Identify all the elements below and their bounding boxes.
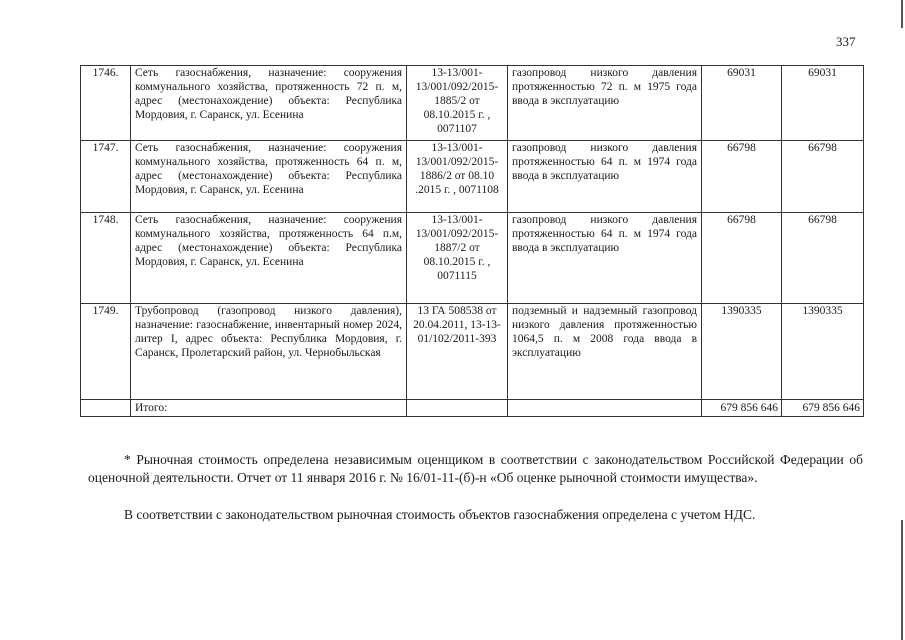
- page-number: 337: [836, 34, 856, 49]
- scan-edge-mark: [901, 0, 903, 28]
- book-value: 66798: [702, 213, 782, 304]
- total-book-value: 679 856 646: [702, 400, 782, 417]
- registration-doc: 13 ГА 508538 от 20.04.2011, 13-13-01/102/2011-393: [407, 304, 508, 400]
- table-row: [81, 141, 864, 213]
- row-number: 1749.: [81, 304, 131, 400]
- table-row: [81, 213, 864, 304]
- row-number: 1747.: [81, 141, 131, 213]
- row-number: 1748.: [81, 213, 131, 304]
- object-description: подземный и надземный газопровод низкого давления протяженностью 1064,5 п. м 2008 года ввода в эксплуатацию: [508, 304, 702, 400]
- registration-doc: 13-13/001-13/001/092/2015-1885/2 от 08.10.2015 г. , 0071107: [407, 66, 508, 141]
- market-value: 66798: [782, 141, 864, 213]
- property-table: [80, 65, 864, 417]
- market-value: 1390335: [782, 304, 864, 400]
- total-row: [81, 400, 864, 417]
- object-description: газопровод низкого давления протяженностью 64 п. м 1974 года ввода в эксплуатацию: [508, 141, 702, 213]
- object-name: Сеть газоснабжения, назначение: сооружения коммунального хозяйства, протяженность 64 п. м, адрес (местонахождение) объекта: Республика Мордовия, г. Саранск, ул. Есенина: [131, 141, 407, 213]
- object-name: Сеть газоснабжения, назначение: сооружения коммунального хозяйства, протяженность 64 п.м, адрес (местонахождение) объекта: Республика Мордовия, г. Саранск, ул. Есенина: [131, 213, 407, 304]
- row-number: 1746.: [81, 66, 131, 141]
- scan-edge-mark: [901, 520, 903, 640]
- object-description: газопровод низкого давления протяженностью 64 п. м 1974 года ввода в эксплуатацию: [508, 213, 702, 304]
- book-value: 66798: [702, 141, 782, 213]
- object-name: Сеть газоснабжения, назначение: сооружения коммунального хозяйства, протяженность 72 п. м, адрес (местонахождение) объекта: Республика Мордовия, г. Саранск, ул. Есенина: [131, 66, 407, 141]
- table-row: [81, 66, 864, 141]
- total-row-number: [81, 400, 131, 417]
- market-value: 66798: [782, 213, 864, 304]
- total-market-value: 679 856 646: [782, 400, 864, 417]
- book-value: 1390335: [702, 304, 782, 400]
- object-description: газопровод низкого давления протяженностью 72 п. м 1975 года ввода в эксплуатацию: [508, 66, 702, 141]
- registration-doc: 13-13/001-13/001/092/2015-1887/2 от 08.10.2015 г. , 0071115: [407, 213, 508, 304]
- registration-doc: 13-13/001-13/001/092/2015-1886/2 от 08.10 .2015 г. , 0071108: [407, 141, 508, 213]
- book-value: 69031: [702, 66, 782, 141]
- object-name: Трубопровод (газопровод низкого давления), назначение: газоснабжение, инвентарный номер 2024, литер I, адрес объекта: Республика Мордовия, г. Саранск, Пролетарский район, ул. Чернобыльская: [131, 304, 407, 400]
- table-row: [81, 304, 864, 400]
- valuation-footnote: * Рыночная стоимость определена независимым оценщиком в соответствии с законодательством Российской Федерации об оценочной деятельности. Отчет от 11 января 2016 г. № 16/01-11-(б)-н «Об оценке рыночной стоимости имущества».: [88, 451, 863, 485]
- total-desc: [508, 400, 702, 417]
- total-doc: [407, 400, 508, 417]
- vat-note: В соответствии с законодательством рыночная стоимость объектов газоснабжения определена с учетом НДС.: [124, 506, 756, 522]
- total-label: Итого:: [131, 400, 407, 417]
- market-value: 69031: [782, 66, 864, 141]
